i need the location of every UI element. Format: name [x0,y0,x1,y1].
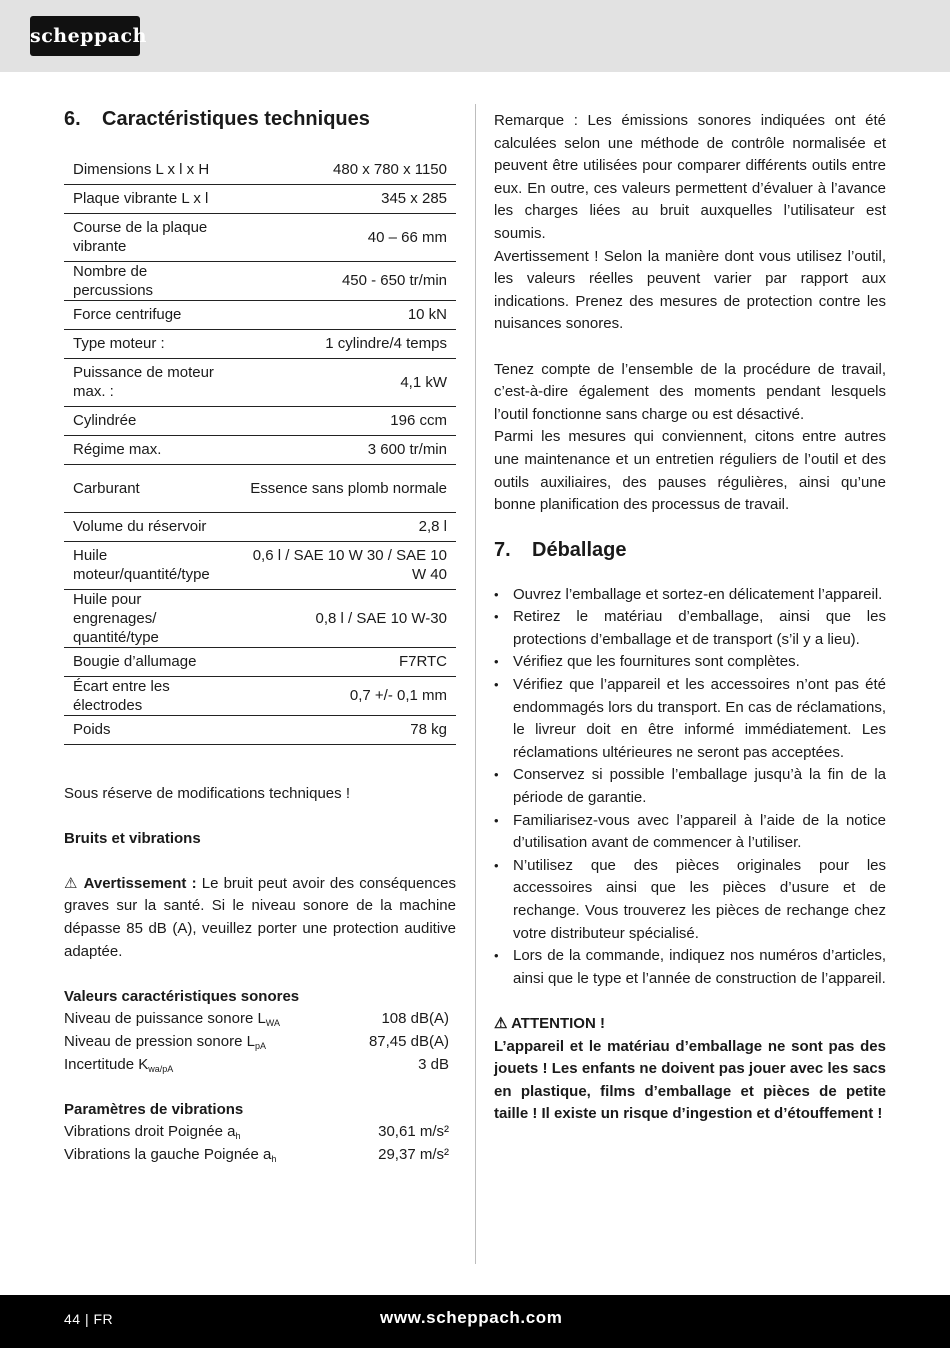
spec-row [64,300,456,329]
noise-heading: Bruits et vibrations [64,829,201,847]
spec-label: Plaque vibrante L x l [64,184,232,213]
spec-value: 78 kg [232,715,456,744]
value-label-subscript: h [271,1154,277,1164]
spec-label: Course de la plaque vibrante [64,213,232,261]
value-amount: 108 dB(A) [381,1010,449,1028]
noise-remark: Remarque : Les émissions sonores indiquées ont été calculées selon une méthode de contrôle normalisée et peuvent être utilisées pour comparer différents outils entre eux. En outre, ces valeurs permettent d’évaluer à l’avance les charges liées au bruit auxquelles l’utilisateur est soumis. [494,112,886,242]
value-label-text: Vibrations droit Poignée a [64,1123,236,1141]
spec-row [64,406,456,435]
left-column [64,104,456,1167]
value-label-text: Niveau de puissance sonore L [64,1010,266,1028]
spec-row [64,329,456,358]
section-title: Caractéristiques techniques [102,108,370,130]
spec-label: Carburant [64,464,232,512]
specs-table [64,155,456,745]
spec-label: Volume du réservoir [64,512,232,541]
value-amount: 87,45 dB(A) [368,1033,449,1051]
list-item: • Lors de la commande, indiquez nos numéros d’articles, ainsi que le type et l’année de construction de l’appareil. [494,945,886,990]
value-label [64,1008,280,1031]
spec-label: Écart entre les électrodes [64,676,232,715]
spec-row [64,435,456,464]
warning-label: Avertissement : [83,874,197,892]
spec-label: Huile moteur/quantité/type [64,541,232,589]
value-label [64,1054,173,1077]
value-row [64,1054,449,1077]
value-label-subscript: WA [265,1018,280,1029]
warning-triangle-icon: ⚠ [64,874,79,892]
column-divider [475,104,476,1264]
spec-row [64,358,456,406]
value-label [64,1121,241,1144]
spec-value: 40 – 66 mm [232,213,456,261]
spec-label: Type moteur : [64,329,232,358]
value-row [64,1144,449,1167]
spec-label: Dimensions L x l x H [64,155,232,184]
reserve-note: Sous réserve de modifications techniques ! [64,784,350,802]
right-column [494,110,886,1126]
spec-label: Régime max. [64,435,232,464]
section-6-heading [64,108,456,131]
spec-row [64,184,456,213]
spec-value: 10 kN [232,300,456,329]
value-label [64,1144,276,1167]
sound-heading: Valeurs caractéristiques sonores [64,987,300,1005]
spec-value: 0,7 +/- 0,1 mm [232,676,456,715]
list-item: • Retirez le matériau d’emballage, ainsi que les protections d’emballage et de transport (s’il y a lieu). [494,606,886,651]
spec-row [64,464,456,512]
spec-row [64,589,456,647]
sound-values [64,1008,449,1076]
warning-text: Le bruit peut avoir des conséquences graves sur la santé. Si le niveau sonore de la machine dépasse 85 dB (A), veuillez porter une protection auditive adaptée. [64,874,456,960]
value-row [64,1008,449,1031]
spec-label: Bougie d’allumage [64,647,232,676]
page-number: 44 | FR [64,1311,114,1327]
value-amount: 3 dB [418,1055,449,1073]
spec-value: 2,8 l [232,512,456,541]
spec-value: 1 cylindre/4 temps [232,329,456,358]
spec-label: Huile pour engrenages/ quantité/type [64,589,232,647]
spec-row [64,213,456,261]
attention-text: L’appareil et le matériau d’emballage ne sont pas des jouets ! Les enfants ne doivent pas jouer avec les sacs en plastique, films d’emballage et pièces de petite taille ! Il existe un risque d’ingestion et d’étouffement ! [494,1037,886,1123]
list-item: • Vérifiez que l’appareil et les accessoires n’ont pas été endommagés lors du transport. En cas de réclamations, le livreur doit en être informé immédiatement. Les réclamations ultérieures ne seront pas acceptées. [494,674,886,764]
spec-label: Poids [64,715,232,744]
spec-row [64,541,456,589]
spec-label: Force centrifuge [64,300,232,329]
value-row [64,1121,449,1144]
spec-value: F7RTC [232,647,456,676]
value-label-subscript: wa/pA [148,1063,174,1074]
warning-triangle-icon: ⚠ [494,1014,508,1032]
spec-value: 450 - 650 tr/min [232,261,456,300]
page-footer [0,1295,950,1348]
spec-value: 4,1 kW [232,358,456,406]
measures-text: Parmi les mesures qui conviennent, citons entre autres une maintenance et un entretien réguliers de l’outil et des outils auxiliaires, des pauses régulières, ainsi qu’une bonne planification des processus de travail. [494,428,886,514]
value-amount: 29,37 m/s² [378,1146,449,1163]
value-label-text: Incertitude K [64,1055,149,1073]
unpacking-list [494,584,886,991]
spec-value: 345 x 285 [232,184,456,213]
value-label-subscript: pA [254,1041,266,1052]
section-number: 7. [494,538,511,561]
value-row [64,1031,449,1054]
list-item: • Vérifiez que les fournitures sont complètes. [494,651,886,674]
spec-row [64,715,456,744]
noise-caution: Avertissement ! Selon la manière dont vous utilisez l’outil, les valeurs réelles peuvent varier par rapport aux indications. Prenez des mesures de protection contre les nuisances sonores. [494,247,886,333]
spec-row [64,647,456,676]
value-label-text: Vibrations la gauche Poignée a [64,1146,272,1163]
list-item: • N’utilisez que des pièces originales pour les accessoires ainsi que les pièces d’usure et de rechange. Vous trouverez les pièces de rechange chez votre distributeur spécialisé. [494,855,886,945]
noise-warning [64,873,456,963]
spec-value: Essence sans plomb normale [232,464,456,512]
list-item: • Ouvrez l’emballage et sortez-en délicatement l’appareil. [494,584,886,607]
value-label-subscript: h [235,1131,241,1142]
procedure-text: Tenez compte de l’ensemble de la procédure de travail, c’est-à-dire également des moments pendant lesquels l’outil fonctionne sans charge ou est désactivé. [494,360,886,423]
scheppach-logo: scheppach [30,16,140,56]
spec-row [64,261,456,300]
spec-label: Puissance de moteur max. : [64,358,232,406]
value-amount: 30,61 m/s² [378,1123,449,1141]
spec-value: 196 ccm [232,406,456,435]
value-label-text: Niveau de pression sonore L [64,1033,255,1051]
spec-row [64,676,456,715]
section-7-heading [494,539,886,562]
spec-row [64,155,456,184]
section-title: Déballage [532,538,627,561]
attention-label: ATTENTION ! [511,1014,605,1032]
spec-value: 480 x 780 x 1150 [232,155,456,184]
spec-label: Nombre de percussions [64,261,232,300]
spec-value: 0,8 l / SAE 10 W-30 [232,589,456,647]
vibration-values [64,1121,449,1166]
spec-value: 0,6 l / SAE 10 W 30 / SAE 10 W 40 [232,541,456,589]
spec-label: Cylindrée [64,406,232,435]
list-item: • Conservez si possible l’emballage jusqu’à la fin de la période de garantie. [494,764,886,809]
spec-value: 3 600 tr/min [232,435,456,464]
spec-row [64,512,456,541]
vibration-heading: Paramètres de vibrations [64,1100,244,1118]
attention-heading [494,1013,886,1036]
website-link[interactable]: www.scheppach.com [380,1308,563,1327]
list-item: • Familiarisez-vous avec l’appareil à l’aide de la notice d’utilisation avant de commencer à l’utiliser. [494,810,886,855]
section-number: 6. [64,108,81,130]
page-header [0,0,950,72]
value-label [64,1031,266,1054]
